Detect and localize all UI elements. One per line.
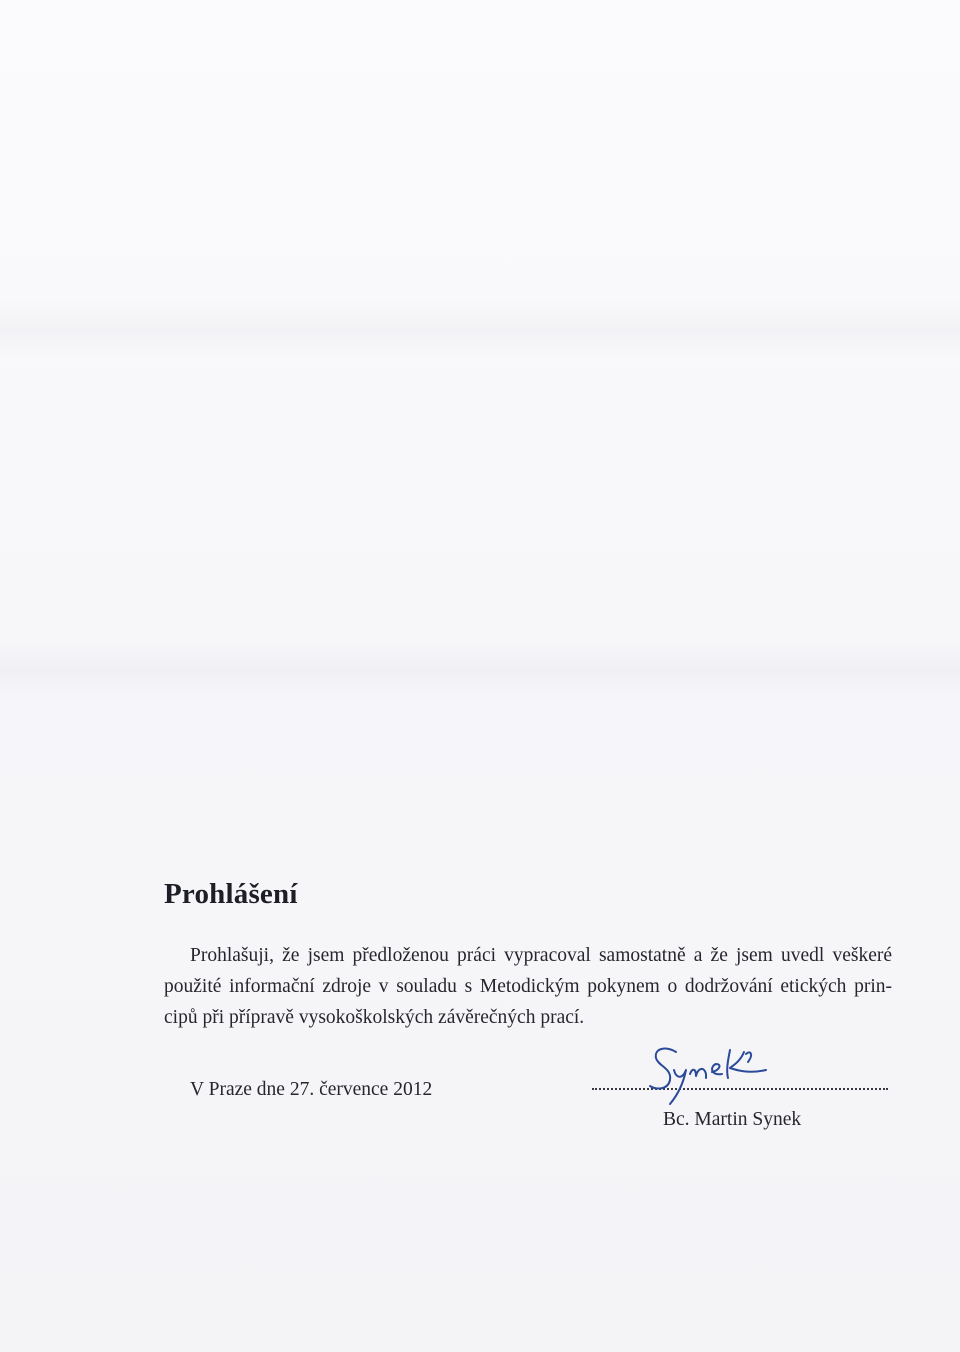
place-and-date: V Praze dne 27. července 2012: [190, 1079, 433, 1100]
signer-name: Bc. Martin Synek: [663, 1109, 802, 1130]
paper-fold-shade: [0, 640, 960, 700]
handwritten-signature: [636, 1040, 786, 1110]
paragraph-line: cipů při přípravě vysokoškolských závěrečných prací.: [164, 1007, 585, 1028]
declaration-paragraph: [164, 940, 892, 1033]
page-title: Prohlášení: [164, 878, 298, 910]
paragraph-line: použité informační zdroje v souladu s Metodickým pokynem o dodržování etických prin-: [164, 976, 892, 997]
signature-ink-strokes: [650, 1049, 766, 1104]
paper-fold-shade: [0, 300, 960, 360]
paragraph-line: Prohlašuji, že jsem předloženou práci vypracoval samostatně a že jsem uvedl veškeré: [190, 945, 892, 966]
